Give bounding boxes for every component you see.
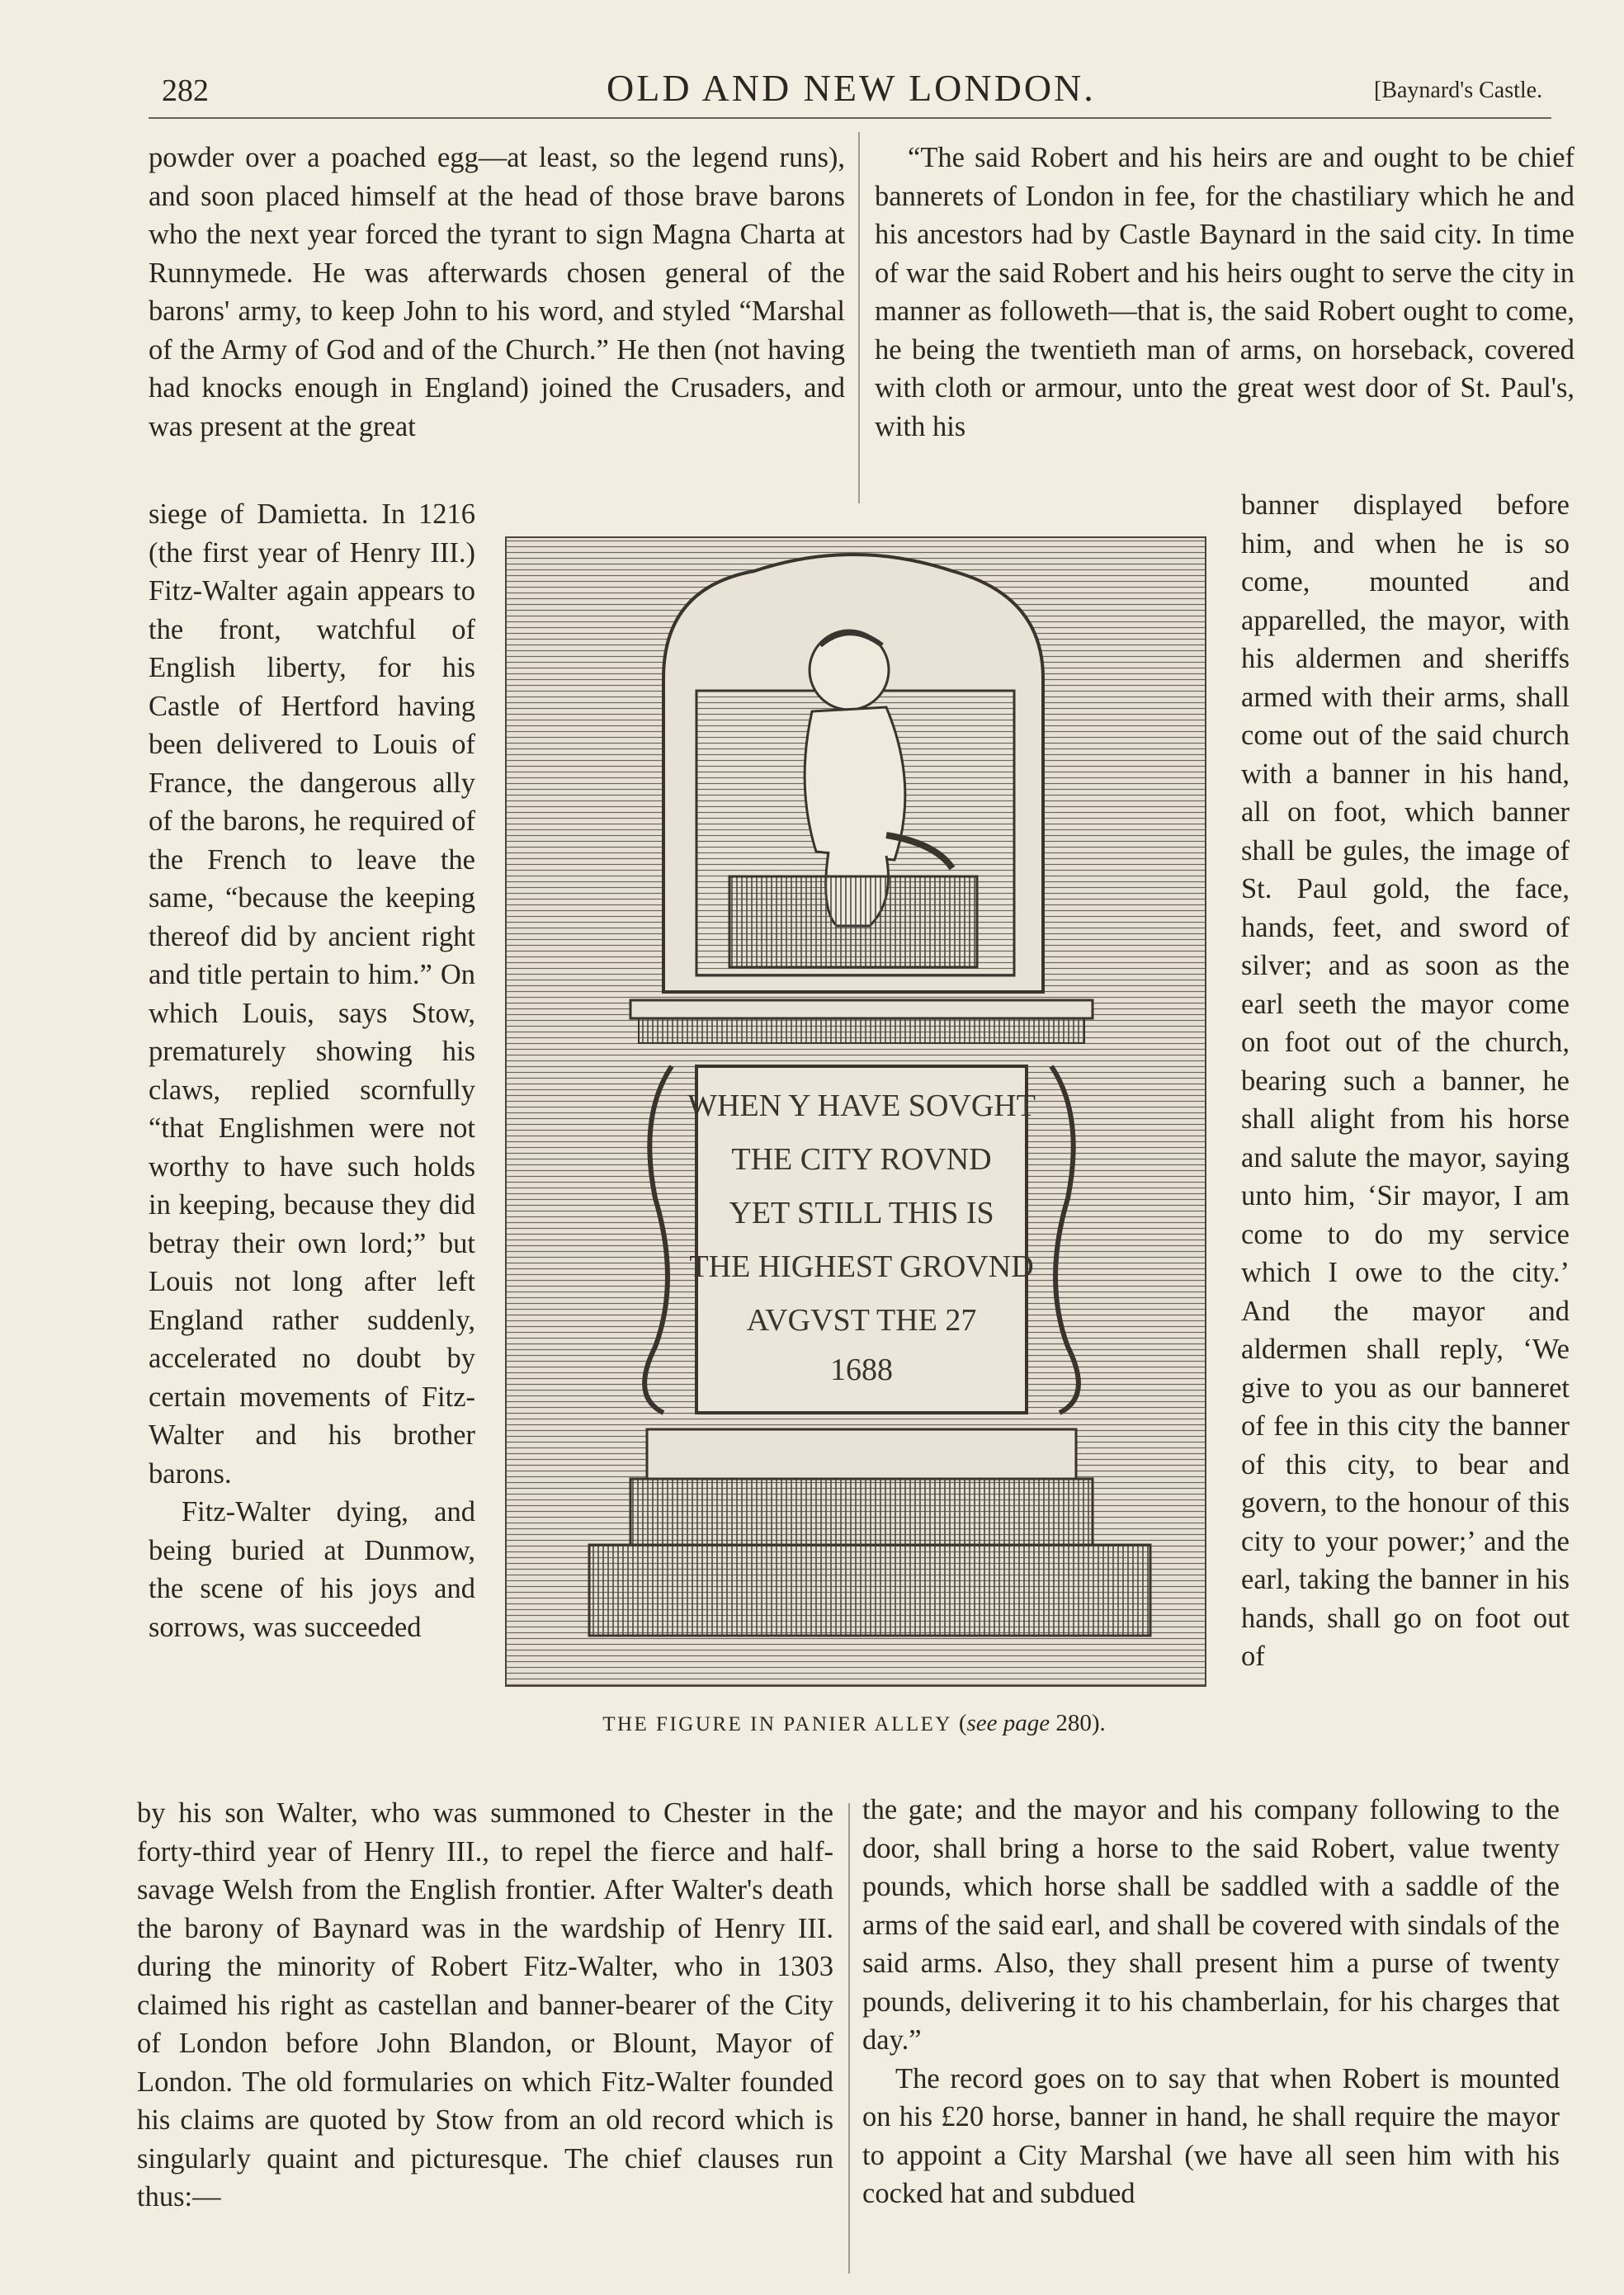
right-column-bottom [862, 1791, 1560, 2213]
paragraph: by his son Walter, who was summoned to Chester in the forty-third year of Henry III., to repel the fierce and half-savage Welsh from the English frontier. After Walter's death the barony of Baynard was in the wardship of Henry III. during the minority of Robert Fitz-Walter, who in 1303 claimed his right as castellan and banner-bearer of the City of London before John Blandon, or Blount, Mayor of London. The old formularies on which Fitz-Walter founded his claims are quoted by Stow from an old record which is singularly quaint and picturesque. The chief clauses run thus:— [137, 1797, 833, 2212]
left-column-narrow [149, 495, 475, 1646]
figure-panier-alley [505, 536, 1206, 1687]
header-rule [149, 117, 1551, 119]
page-header [0, 0, 1624, 116]
inscription-line: 1688 [830, 1353, 893, 1387]
paragraph: Fitz-Walter dying, and being buried at Dunmow, the scene of his joys and sorrows, was succeeded [149, 1496, 475, 1643]
right-column-top [875, 139, 1574, 446]
left-column-top [149, 139, 845, 446]
engraving-illustration [507, 538, 1205, 1685]
left-column-bottom [137, 1794, 833, 2217]
running-title: OLD AND NEW LONDON. [607, 67, 1096, 109]
page-number: 282 [162, 73, 209, 108]
inscription-line: WHEN Y HAVE SOVGHT [687, 1088, 1036, 1123]
section-title: [Baynard's Castle. [1374, 78, 1543, 103]
inscription-line: THE CITY ROVND [731, 1142, 992, 1177]
column-divider-top [858, 132, 860, 503]
inscription-line: THE HIGHEST GROVND [689, 1249, 1034, 1284]
inscription-line: AVGVST THE 27 [746, 1303, 977, 1338]
caption-text: THE FIGURE IN PANIER ALLEY [602, 1713, 952, 1735]
paragraph: powder over a poached egg—at least, so the legend runs), and soon placed himself at the head of those brave barons who the next year forced the tyrant to sign Magna Charta at Runnymede. He was afterwards chosen general of the barons' army, to keep John to his word, and styled “Marshal of the Army of God and of the Church.” He then (not having had knocks enough in England) joined the Crusaders, and was present at the great [149, 142, 845, 442]
figure-caption [495, 1710, 1213, 1737]
paragraph: “The said Robert and his heirs are and ought to be chief bannerets of London in fee, for the chastiliary which he and his ancestors had by Castle Baynard in the said city. In time of war the said Robert and his heirs ought to serve the city in manner as followeth—that is, the said Robert ought to come, he being the twentieth man of arms, on horseback, covered with cloth or armour, unto the great west door of St. Paul's, with his [875, 142, 1574, 442]
paragraph: The record goes on to say that when Robert is mounted on his £20 horse, banner in hand, he shall require the mayor to appoint a City Marshal (we have all seen him with his cocked hat and subdued [862, 2062, 1560, 2209]
inscription-line: YET STILL THIS IS [729, 1196, 994, 1230]
right-column-narrow [1241, 486, 1570, 1676]
paragraph: the gate; and the mayor and his company following to the door, shall bring a horse to the said Robert, value twenty pounds, which horse shall be saddled with a saddle of the arms of the said earl, and shall be covered with sindals of the said arms. Also, they shall present him a purse of twenty pounds, delivering it to his chamberlain, for his charges that day.” [862, 1794, 1560, 2056]
column-divider-bottom [848, 1803, 850, 2274]
caption-reference: (see page 280). [958, 1710, 1106, 1736]
paragraph: banner displayed before him, and when he is so come, mounted and apparelled, the mayor, with his aldermen and sheriffs armed with their arms, shall come out of the said church with a banner in his hand, all on foot, which banner shall be gules, the image of St. Paul gold, the face, hands, feet, and sword of silver; and as soon as the earl seeth the mayor come on foot out of the church, bearing such a banner, he shall alight from his horse and salute the mayor, saying unto him, ‘Sir mayor, I am come to do my service which I owe to the city.’ And the mayor and aldermen shall reply, ‘We give to you as our banneret of fee in this city the banner of this city, to bear and govern, to the honour of this city to your power;’ and the earl, taking the banner in his hands, shall go on foot out of [1241, 489, 1570, 1672]
paragraph: siege of Damietta. In 1216 (the first year of Henry III.) Fitz-Walter again appears to the front, watchful of English liberty, for his Castle of Hertford having been delivered to Louis of France, the dangerous ally of the barons, he required of the French to leave the same, “because the keeping thereof did by ancient right and title pertain to him.” On which Louis, says Stow, prematurely showing his claws, replied scornfully “that Englishmen were not worthy to have such holds in keeping, because they did betray their own lord;” but Louis not long after left England rather suddenly, accelerated no doubt by certain movements of Fitz-Walter and his brother barons. [149, 498, 475, 1490]
